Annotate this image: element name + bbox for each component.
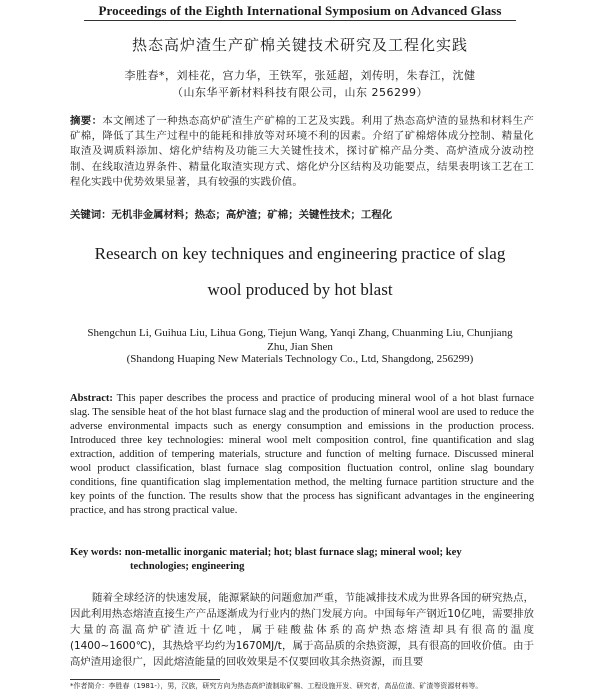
english-abstract-label: Abstract:	[70, 393, 113, 404]
english-authors	[80, 326, 520, 354]
chinese-abstract	[70, 114, 534, 190]
english-authors-line-1: Shengchun Li, Guihua Liu, Lihua Gong, Tiejun Wang, Yanqi Zhang, Chuanming Liu, Chunjiang	[87, 327, 513, 339]
proceedings-header: Proceedings of the Eighth International Symposium on Advanced Glass	[98, 3, 502, 18]
author-footnote: *作者简介：李胜春（1981-），男，汉族，研究方向为热态高炉渣制取矿棉、工程设施开发、研究者，高品位渣、矿渣等资源材料等。	[70, 682, 483, 690]
english-abstract-text: This paper describes the process and practice of producing mineral wool of a hot blast furnace slag. The sensible heat of the hot blast furnace slag and the production of mineral wool are used to reduce the adverse environmental impacts such as energy consumption and emissions in the production process. Introduced three key technologies: mineral wool melt composition control, fine quantification and slag extraction, addition of tempering materials, structure and function of melting furnace. Discussed mineral wool product classification, blast furnace slag composition fluctuation control, online slag boundary conditions, fine quantification slag implementation method, the melting furnace partition structure and the key points of the function. The results show that the process has significant advantages in the engineering practice, and has strong practical value.	[70, 393, 534, 516]
english-keywords-line-2: technologies; engineering	[130, 561, 245, 572]
chinese-affiliation: （山东华平新材料科技有限公司，山东 256299）	[172, 86, 428, 99]
body-paragraph: 随着全球经济的快速发展，能源紧缺的问题愈加严重，节能减排技术成为世界各国的研究热点，因此利用热态熔渣直接生产产品逐渐成为行业内的热门发展方向。中国每年产钢近10亿吨，需要排放大量的高温高炉矿渣近十亿吨，属于硅酸盐体系的高炉热态熔渣却具有很高的温度(1400~1600℃)，其热焓平均约为1670MJ/t，属于高品质的余热资源，具有很高的回收价值。由于高炉渣用途很广，因此熔渣能量的回收效果是不仅要回收其余热资源，而且要	[70, 592, 534, 668]
english-affiliation: (Shandong Huaping New Materials Technology Co., Ltd, Shangdong, 256299)	[126, 353, 474, 365]
footnote-rule	[70, 679, 220, 680]
chinese-authors: 李胜春*，刘桂花，宫力华，王铁军，张延超，刘传明，朱春江，沈健	[124, 69, 476, 82]
english-keywords-line-1: Key words: non-metallic inorganic material; hot; blast furnace slag; mineral wool; key	[70, 547, 462, 558]
english-authors-line-2: Zhu, Jian Shen	[267, 341, 333, 353]
english-title-line-2: wool produced by hot blast	[207, 280, 393, 299]
chinese-title: 热态高炉渣生产矿棉关键技术研究及工程化实践	[131, 36, 468, 54]
chinese-keywords: 关键词：无机非金属材料；热态；高炉渣；矿棉；关键性技术；工程化	[70, 209, 393, 221]
english-abstract	[70, 392, 534, 518]
chinese-abstract-text: 本文阐述了一种热态高炉矿渣生产矿棉的工艺及实践。利用了热态高炉渣的显热和材料生产矿棉，降低了其生产过程中的能耗和排放等对环境不利的因素。介绍了矿棉熔体成分控制、精量化取渣及调质料添加、熔化炉结构及功能三大关键性技术，探讨矿棉产品分类、高炉渣成分波动控制、在线取渣边界条件、精量化取渣实现方式、熔化炉分区结构及功能要点，结果表明该工艺在工程化实践中优势效果显著，具有较强的实践价值。	[70, 115, 534, 188]
english-keywords	[70, 546, 534, 574]
chinese-abstract-label: 摘要：	[70, 115, 103, 127]
header-rule	[84, 20, 516, 21]
english-title	[60, 236, 540, 308]
english-title-line-1: Research on key techniques and engineering practice of slag	[94, 244, 506, 263]
